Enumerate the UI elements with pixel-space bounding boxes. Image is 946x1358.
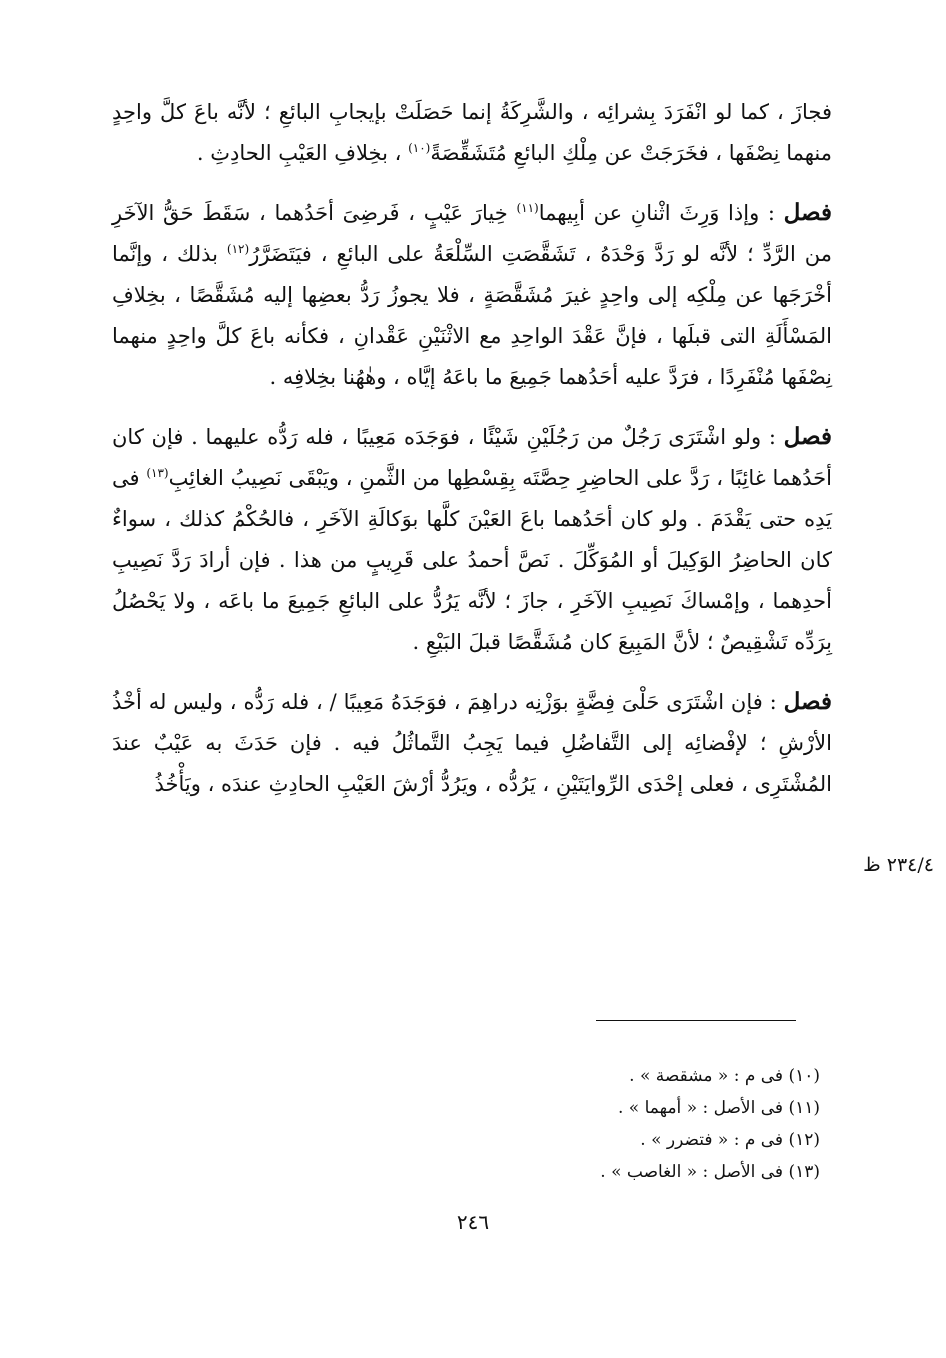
body-text <box>112 92 832 823</box>
footnote-ref-13: (١٣) <box>146 466 169 480</box>
section-heading: فصل <box>783 423 832 450</box>
section-heading: فصل <box>783 688 832 715</box>
footnote-ref-12: (١٢) <box>226 242 250 256</box>
margin-page-reference: ٢٣٤/٤ ظ <box>863 854 934 876</box>
section-heading: فصل <box>783 199 832 226</box>
page-number: ٢٤٦ <box>456 1210 490 1234</box>
footnote-11: (١١) فى الأصل : « أمهما » . <box>618 1098 820 1118</box>
paragraph-3-text-b: فى يَدِه حتى يَقْدَمَ . ولو كان أحَدُهما باعَ العَيْنَ كلَّها بوَكالَةِ الآخَرِ ، فالحُكْمُ كذلك ، سواءٌ كان الحاضِرُ الوَكِيلَ أو المُوَكِّلَ . نَصَّ أحمدُ على قَرِيبٍ من هذا . فإن أرادَ رَدَّ نَصِيبِ أحدِهما ، وإمْساكَ نَصِيبِ الآخَرِ ، جازَ ؛ لأنَّه يَرُدُّ على البائعِ جَمِيعَ ما باعَه ، ولا يَحْصُلُ بِرَدِّه تَشْقِيصٌ ؛ لأنَّ المَبِيعَ كان مُشَقَّصًا قبلَ البَيْعِ . <box>112 466 832 654</box>
footnotes <box>300 1060 820 1188</box>
footnote-ref-11: (١١) <box>516 201 539 215</box>
footnote-10: (١٠) فى م : « مشقصة » . <box>629 1066 820 1086</box>
footnote-divider <box>596 1020 796 1021</box>
paragraph-3 <box>112 416 832 663</box>
paragraph-1-text-a: فجازَ ، كما لو انْفَرَدَ بِشرائِه ، والشَّرِكَةُ إنما حَصَلَتْ بإيجابِ البائعِ ؛ لأنَّه باعَ كلَّ واحِدٍ منهما نِصْفَها ، فخَرَجَتْ عن مِلْكِ البائعِ مُتَشَقِّصَةً <box>112 100 832 165</box>
paragraph-4 <box>112 681 832 805</box>
paragraph-2-text-b: خِيارَ عَيْبٍ ، فَرضِىَ أحَدُهما ، سَقَطَ حَقُّ الآخَرِ من الرَّدِّ ؛ لأنَّه لو رَدَّ وَحْدَهُ ، تَشَقَّصَتِ السِّلْعَةُ على البائعِ ، فيَتَضَرَّرُ <box>112 201 832 266</box>
footnote-ref-10: (١٠) <box>408 141 431 155</box>
footnote-12: (١٢) فى م : « فتضرر » . <box>640 1130 820 1150</box>
paragraph-1-text-b: ، بخِلافِ العَيْبِ الحادِثِ . <box>196 141 409 165</box>
paragraph-2-text-a: : وإذا وَرِثَ اثْنانِ عن أبِيهما <box>538 201 784 225</box>
paragraph-3-text-a: : ولو اشْتَرَى رَجُلٌ من رَجُلَيْنِ شَيْئًا ، فوَجَدَه مَعِيبًا ، فله رَدُّه عليهما . فإن كان أحَدُهما غائِبًا ، رَدَّ على الحاضِرِ حِصَّتَه بِقِسْطِها من الثَّمنِ ، ويَبْقَى نَصِيبُ الغائِبِ <box>112 425 832 490</box>
paragraph-2-text-c: بذلك ، وإنَّما أخْرَجَها عن مِلْكِه إلى واحِدٍ غيرَ مُشَقَّصَةٍ ، فلا يجوزُ رَدُّ بعضِها إليه مُشَقَّصًا ، بخِلافِ المَسْأَلَةِ التى قبلَها ، فإنَّ عَقْدَ الواحِدِ مع الاثْنَيْنِ عَقْدانِ ، فكأنه باعَ كلَّ واحِدٍ منهما نِصْفَها مُنْفَرِدًا ، فرَدَّ عليه أحَدُهما جَمِيعَ ما باعَهُ إيَّاه ، وهٰهُنا بخِلافِه . <box>112 242 832 389</box>
paragraph-2 <box>112 192 832 398</box>
paragraph-1 <box>112 92 832 174</box>
paragraph-4-text-a: : فإن اشْتَرَى حَلْىَ فِضَّةٍ بوَزْنِه دراهِمَ ، فوَجَدَهُ مَعِيبًا / ، فله رَدُّه ، وليس له أخْذُ الأرْشِ ؛ لإفْضائِه إلى التَّفاضُلِ فيما يَجِبُ التَّماثُلُ فيه . فإن حَدَثَ به عَيْبٌ عندَ المُشْتَرِى ، فعلى إحْدَى الرِّوايَتَيْنِ ، يَرُدُّه ، ويَرُدُّ أرْشَ العَيْبِ الحادِثِ عندَه ، ويَأْخُذُ <box>112 690 832 796</box>
footnote-13: (١٣) فى الأصل : « الغاصب » . <box>600 1162 820 1182</box>
